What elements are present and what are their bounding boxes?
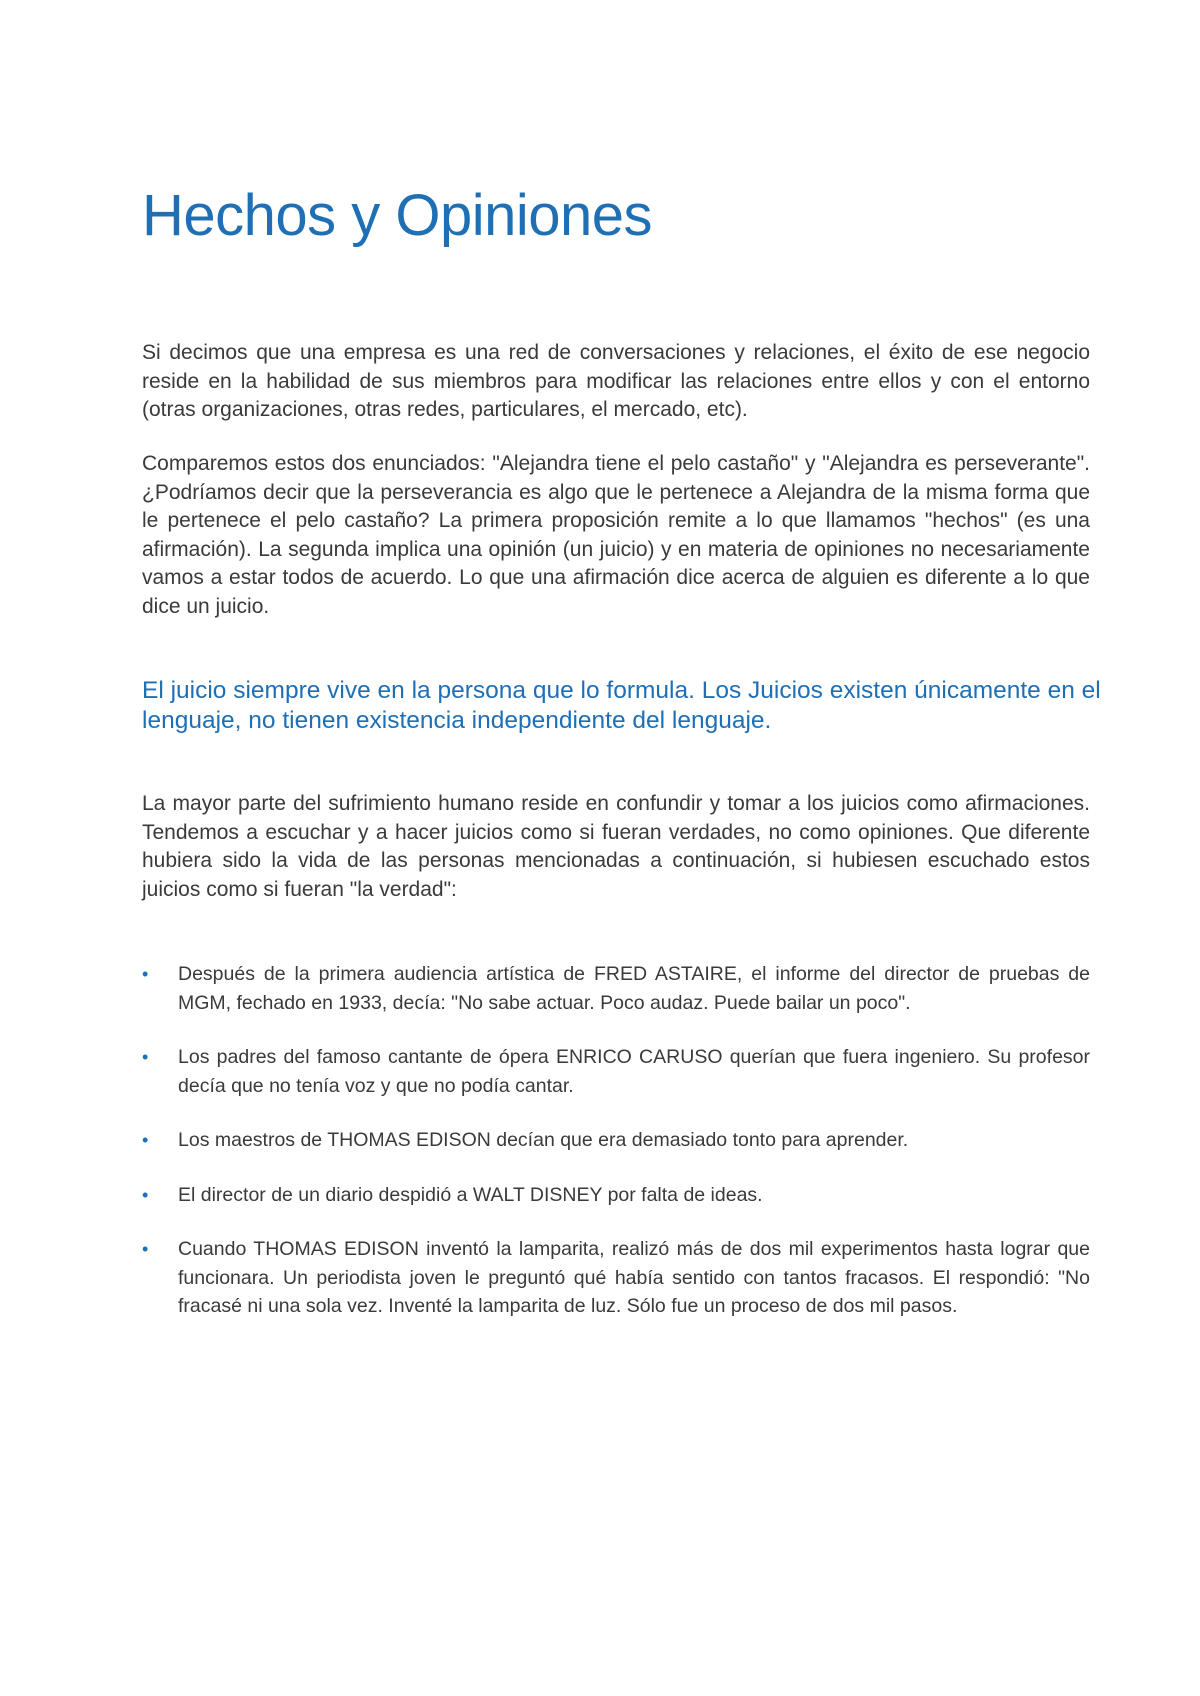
bullet-icon: • [142,1130,149,1150]
list-item [142,1126,1090,1155]
examples-list [142,960,1090,1321]
bullet-icon: • [142,1047,149,1067]
list-item [142,1181,1090,1210]
list-item-text: Cuando THOMAS EDISON inventó la lamparita, realizó más de dos mil experimentos hasta lograr que funcionara. Un periodista joven le preguntó qué había sentido con tantos fracasos. El respondió: "No fracasé ni una sola vez. Inventé la lamparita de luz. Sólo fue un proceso de dos mil pasos. [178,1238,1090,1317]
list-item-text: Después de la primera audiencia artística de FRED ASTAIRE, el informe del director de pruebas de MGM, fechado en 1933, decía: "No sabe actuar. Poco audaz. Puede bailar un poco". [178,963,1090,1014]
highlighted-quote: El juicio siempre vive en la persona que lo formula. Los Juicios existen únicamente en el lenguaje, no tienen existencia independiente del lenguaje. [142,677,1101,734]
list-item-text: Los maestros de THOMAS EDISON decían que era demasiado tonto para aprender. [178,1129,909,1151]
comparison-paragraph: Comparemos estos dos enunciados: "Alejandra tiene el pelo castaño" y "Alejandra es perseverante". ¿Podríamos decir que la perseverancia es algo que le pertenece a Alejandra de la misma forma que le pertenece el pelo castaño? La primera proposición remite a lo que llamamos "hechos" (es una afirmación). La segunda implica una opinión (un juicio) y en materia de opiniones no necesariamente vamos a estar todos de acuerdo. Lo que una afirmación dice acerca de alguien es diferente a lo que dice un juicio. [142,452,1090,618]
suffering-paragraph: La mayor parte del sufrimiento humano reside en confundir y tomar a los juicios como afirmaciones. Tendemos a escuchar y a hacer juicios como si fueran verdades, no como opiniones. Que diferente hubiera sido la vida de las personas mencionadas a continuación, si hubiesen escuchado estos juicios como si fueran "la verdad": [142,792,1090,901]
intro-paragraph: Si decimos que una empresa es una red de conversaciones y relaciones, el éxito de ese negocio reside en la habilidad de sus miembros para modificar las relaciones entre ellos y con el entorno (otras organizaciones, otras redes, particulares, el mercado, etc). [142,341,1090,421]
list-item [142,1235,1090,1321]
bullet-icon: • [142,964,149,984]
page-title: Hechos y Opiniones [142,183,653,248]
list-item [142,1043,1090,1100]
list-item-text: El director de un diario despidió a WALT DISNEY por falta de ideas. [178,1183,763,1206]
list-item-text: Los padres del famoso cantante de ópera ENRICO CARUSO querían que fuera ingeniero. Su profesor decía que no tenía voz y que no podía cantar. [178,1046,1090,1097]
bullet-icon: • [142,1239,149,1259]
bullet-icon: • [142,1184,149,1205]
list-item [142,960,1090,1017]
